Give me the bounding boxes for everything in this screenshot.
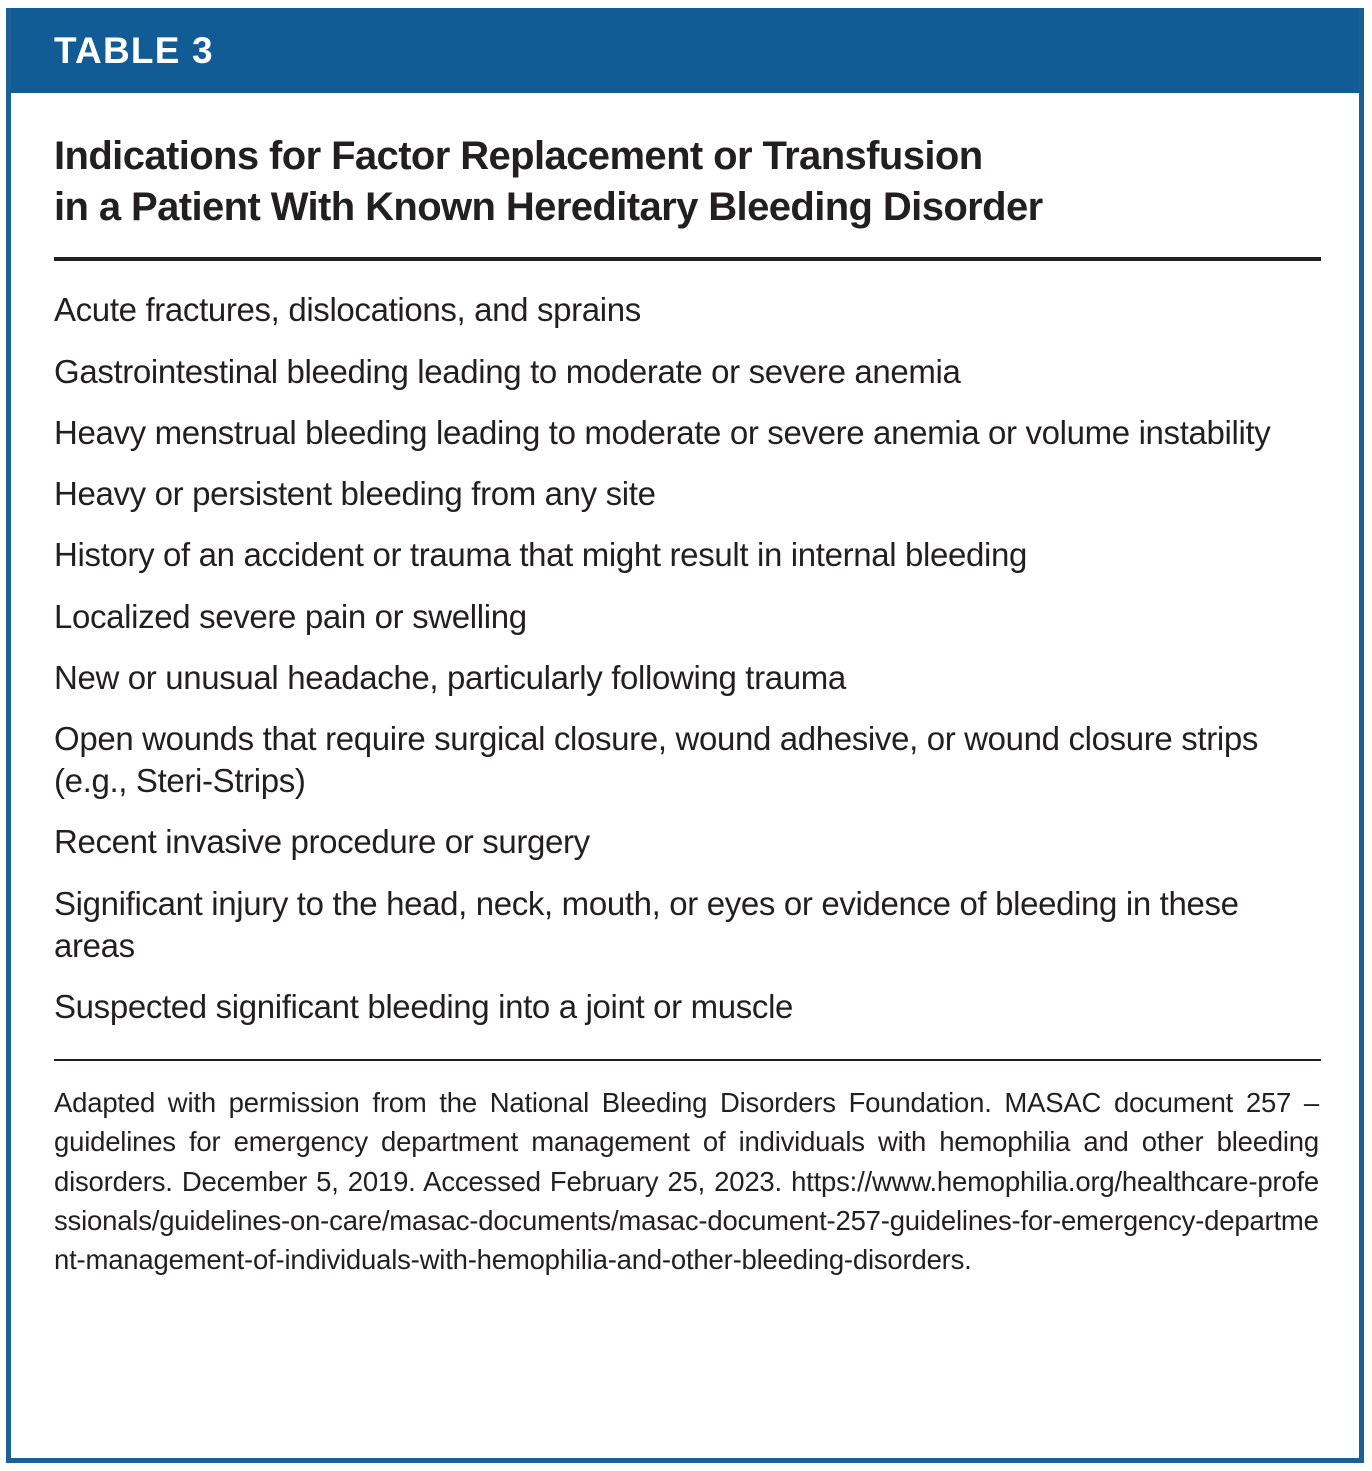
table-footnote (54, 1083, 1319, 1278)
table-frame (6, 8, 1364, 1463)
list-item: Heavy menstrual bleeding leading to moderate or severe anemia or volume instability (54, 413, 1271, 451)
list-item: Open wounds that require surgical closure, wound adhesive, or wound closure strips (e.g., Steri-Strips) (54, 720, 1258, 800)
indications-list (54, 261, 1325, 1037)
list-item: Gastrointestinal bleeding leading to moderate or severe anemia (54, 352, 961, 390)
list-item: Acute fractures, dislocations, and sprains (54, 291, 641, 329)
list-item: History of an accident or trauma that might result in internal bleeding (54, 536, 1027, 574)
list-item: Heavy or persistent bleeding from any site (54, 475, 656, 513)
list-item: Suspected significant bleeding into a joint or muscle (54, 988, 794, 1026)
list-item: New or unusual headache, particularly following trauma (54, 658, 846, 696)
table-number-band (11, 8, 1359, 93)
list-item: Significant injury to the head, neck, mouth, or eyes or evidence of bleeding in these areas (54, 884, 1239, 964)
table-title-line-2: in a Patient With Known Hereditary Bleeding Disorder (54, 185, 1043, 230)
list-item: Localized severe pain or swelling (54, 597, 527, 635)
table-title (54, 131, 1294, 233)
footnote-attribution-text: Adapted with permission from the National Bleeding Disorders Foundation. MASAC document 257 – guidelines for emergency department management of individuals with hemophilia and other bleeding disorders. December 5, 2019. Accessed February 25, 2023. (54, 1087, 1319, 1197)
table-number-label: TABLE 3 (54, 30, 214, 71)
table-body (11, 93, 1359, 1458)
list-item: Recent invasive procedure or surgery (54, 823, 590, 861)
table-title-line-1: Indications for Factor Replacement or Transfusion (54, 134, 983, 178)
footnote-divider-rule (54, 1059, 1321, 1061)
footnote-source-url: https://www.hemophilia.org/healthcare-professionals/guidelines-on-care/masac-documents/masac-document-257-guidelines-for-emergency-department-management-of-individuals-with-hemophilia-and-other-bleeding-disorders. (54, 1165, 1319, 1275)
